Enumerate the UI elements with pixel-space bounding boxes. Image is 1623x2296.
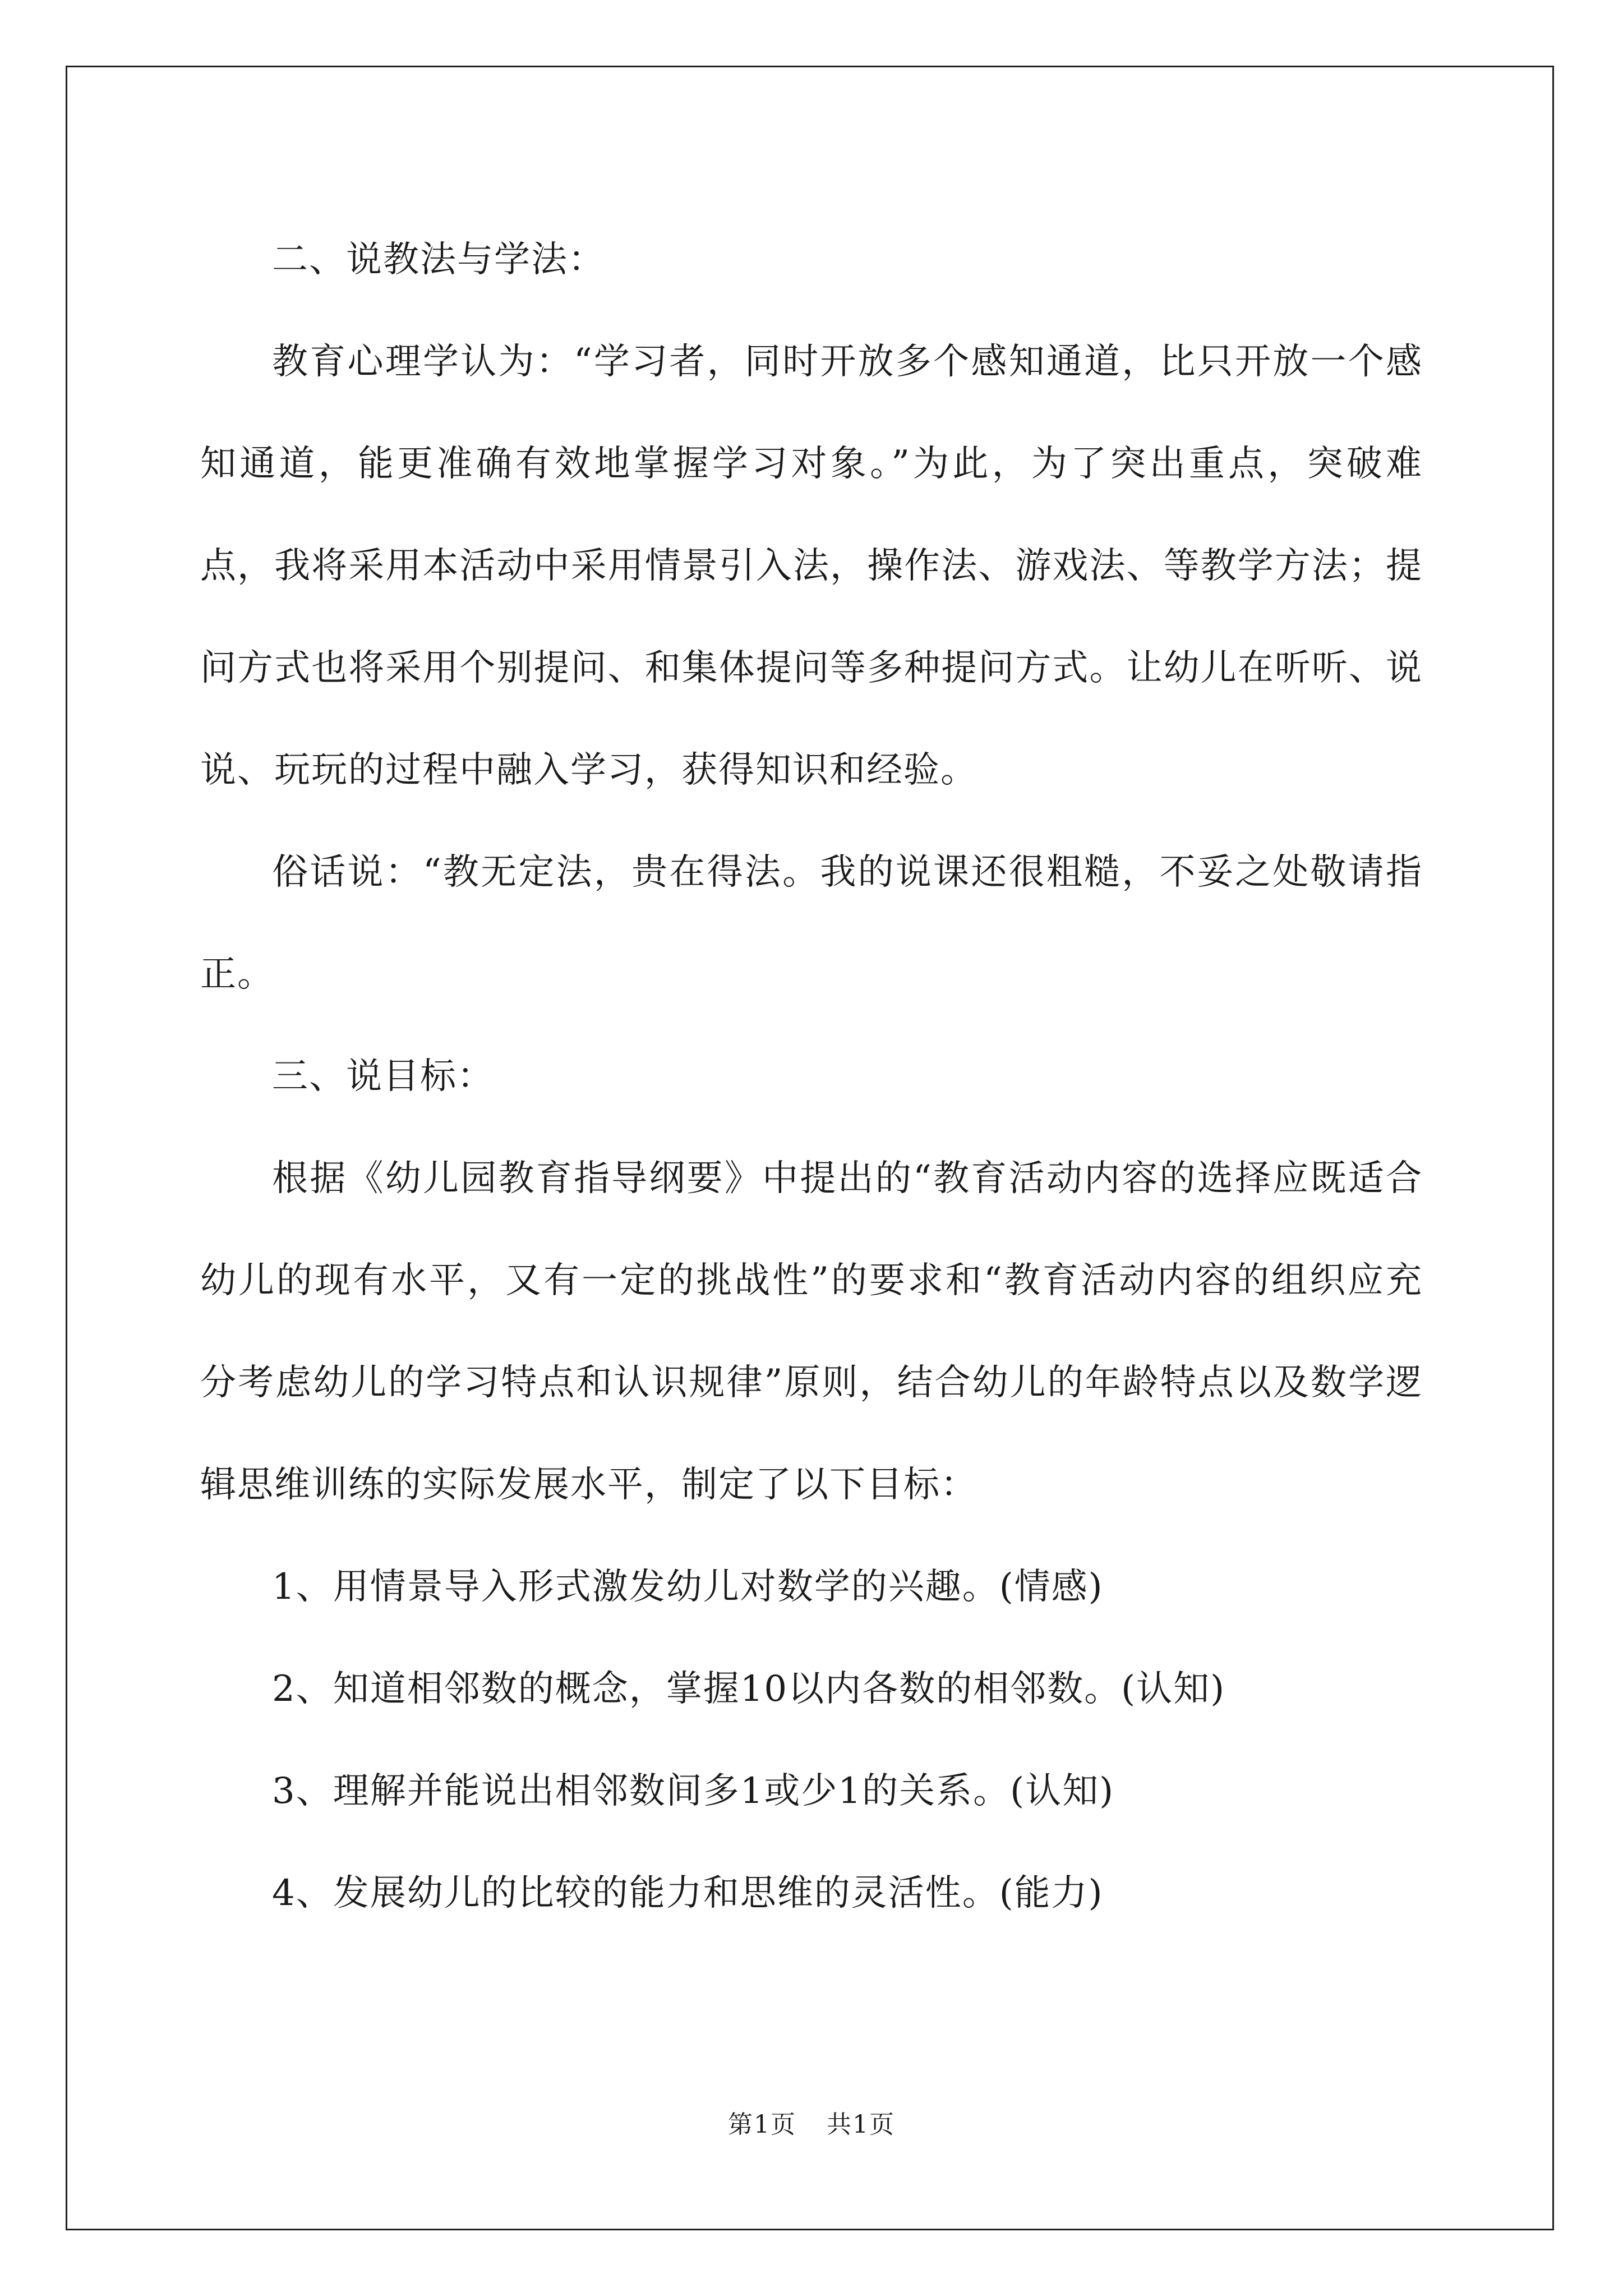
page-number: 第1页: [728, 2110, 796, 2139]
page-footer: [0, 2108, 1623, 2142]
goal-item-2: 2、知道相邻数的概念，掌握10以内各数的相邻数。(认知): [272, 1668, 1226, 1710]
paragraph-goals-intro: 根据《幼儿园教育指导纲要》中提出的“教育活动内容的选择应既适合幼儿的现有水平，又有一定的挑战性”的要求和“教育活动内容的组织应充分考虑幼儿的学习特点和认识规律”原则，结合幼儿的年龄特点以及数学逻辑思维训练的实际发展水平，制定了以下目标：: [200, 1158, 1423, 1506]
paragraph-methods: 教育心理学认为：“学习者，同时开放多个感知通道，比只开放一个感知通道，能更准确有效地掌握学习对象。”为此，为了突出重点，突破难点，我将采用本活动中采用情景引入法，操作法、游戏法、等教学方法；提问方式也将采用个别提问、和集体提问等多种提问方式。让幼儿在听听、说说、玩玩的过程中融入学习，获得知识和经验。: [200, 341, 1423, 791]
paragraph-saying: 俗话说：“教无定法，贵在得法。我的说课还很粗糙，不妥之处敬请指正。: [200, 852, 1423, 995]
section-heading-methods: 二、说教法与学法：: [272, 239, 605, 280]
document-body: [200, 209, 1423, 1944]
goal-item-4: 4、发展幼儿的比较的能力和思维的灵活性。(能力): [272, 1872, 1104, 1914]
goal-item-1: 1、用情景导入形式激发幼儿对数学的兴趣。(情感): [272, 1566, 1104, 1608]
section-heading-goals: 三、说目标：: [272, 1056, 494, 1097]
page-total: 共1页: [827, 2110, 895, 2139]
goal-item-3: 3、理解并能说出相邻数间多1或少1的关系。(认知): [272, 1770, 1115, 1812]
